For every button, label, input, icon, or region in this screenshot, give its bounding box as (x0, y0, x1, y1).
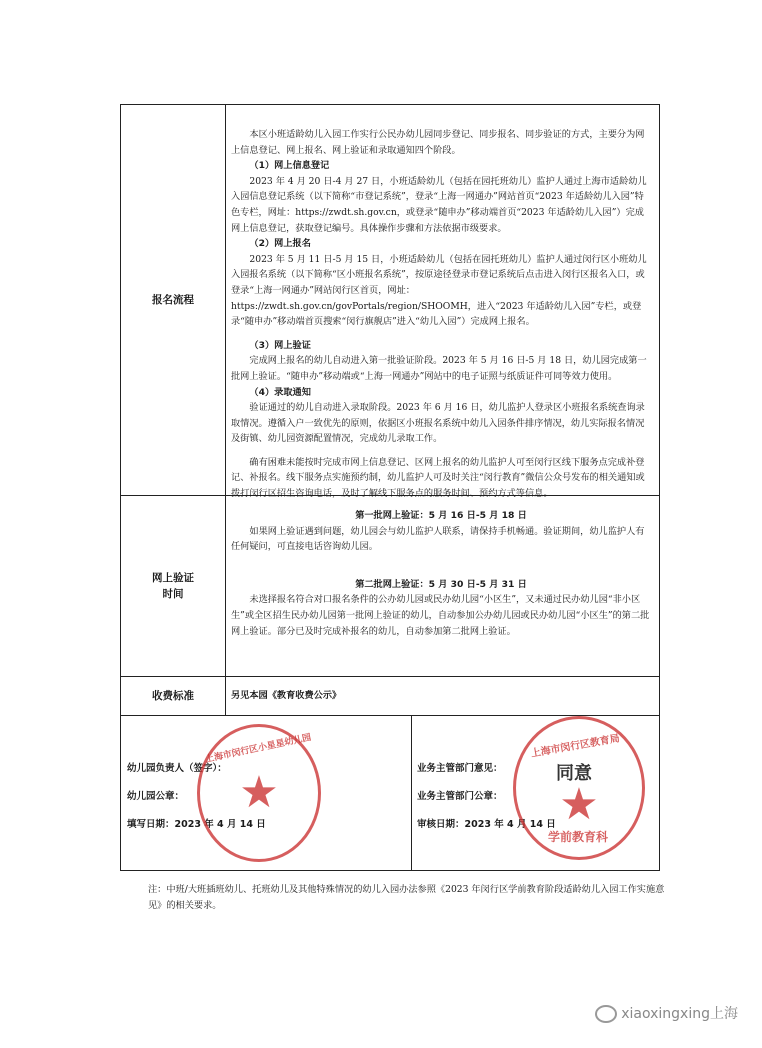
fill-date: 填写日期：2023 年 4 月 14 日 (127, 819, 266, 830)
watermark (595, 1003, 738, 1023)
verify-label-line2: 时间 (162, 588, 184, 600)
kindergarten-seal (197, 724, 321, 862)
verify-content (231, 508, 651, 639)
authority-seal (513, 716, 645, 860)
seal-star-icon: ★ (239, 767, 279, 818)
process-label: 报名流程 (152, 294, 194, 306)
step3-text: 完成网上报名的幼儿自动进入第一批验证阶段。2023 年 5 月 16 日-5 月 18 日，幼儿园完成第一批网上验证。“随申办”移动端或“上海一网通办”网站中的电子证照与纸质证件可同等效力使用。 (231, 355, 647, 382)
row-process (121, 105, 659, 500)
row-verify (121, 496, 659, 677)
process-content (231, 127, 651, 502)
signature-divider (411, 716, 412, 870)
row-label-verify (121, 496, 226, 676)
step1-text: 2023 年 4 月 20 日-4 月 27 日，小班适龄幼儿（包括在园托班幼儿）监护人通过上海市适龄幼儿入园信息登记系统（以下简称“市登记系统”，登录“上海一网通办”网站首页“2023 年适龄幼儿入园”特色专栏，网址：https://zwdt.sh.gov.cn，或登录“随申办”移动端首页“2023 年适龄幼儿入园”）完成网上信息登记，获取登记编号。具体操作步骤和方法依据市级要求。 (231, 175, 647, 234)
watermark-text: xiaoxingxing上海 (621, 1006, 738, 1022)
footnote: 注：中班/大班插班幼儿、托班幼儿及其他特殊情况的幼儿入园办法参照《2023 年闵行区学前教育阶段适龄幼儿入园工作实施意见》的相关要求。 (148, 884, 665, 911)
extra-text: 确有困难未能按时完成市网上信息登记、区网上报名的幼儿监护人可至闵行区线下服务点完成补登记、补报名。线下服务点实施预约制，幼儿监护人可及时关注“闵行教育”微信公众号发布的相关通知或拨打闵行区招生咨询电话，及时了解线下服务点的服务时间、预约方式等信息。 (231, 456, 645, 500)
step4-title: （4）录取通知 (249, 386, 311, 398)
step2-text: 2023 年 5 月 11 日-5 月 15 日，小班适龄幼儿（包括在园托班幼儿）监护人通过闵行区小班幼儿入园报名系统（以下简称“区小班报名系统”，按原途径登录市登记系统后点击进入闵行区报名入口，或登录“上海一网通办”网站闵行区首页，网址：https://zwdt.sh.gov.cn/govPortals/region/SHOOMH，进入“2023 年适龄幼儿入园”专栏，或登录“随申办”移动端首页搜索“闵行旗舰店”进入“幼儿入园”）完成网上报名。 (231, 253, 647, 328)
signature-area (121, 716, 659, 870)
authority-seal-approve: 同意 (556, 763, 592, 784)
step2-title: （2）网上报名 (249, 238, 311, 250)
process-intro: 本区小班适龄幼儿入园工作实行公民办幼儿园同步登记、同步报名、同步验证的方式，主要分为网上信息登记、网上报名、网上验证和录取通知四个阶段。 (231, 129, 645, 156)
kindergarten-seal-text: 上海市闵行区小星星幼儿园 (204, 732, 313, 766)
review-date: 审核日期：2023 年 4 月 14 日 (417, 819, 556, 830)
row-fee (121, 677, 659, 716)
authority-seal-star-icon: ★ (559, 778, 599, 830)
wechat-icon (595, 1005, 617, 1023)
authority-seal-dept: 学前教育科 (548, 830, 609, 844)
row-label-process (121, 105, 226, 495)
verify-label-line1: 网上验证 (152, 572, 194, 584)
batch1-title: 第一批网上验证：5 月 16 日-5 月 18 日 (355, 510, 527, 521)
authority-opinion-label: 业务主管部门意见： (417, 763, 503, 774)
authority-seal-label: 业务主管部门公章： (417, 791, 503, 802)
principal-signature-label: 幼儿园负责人（签字）： (127, 763, 227, 774)
batch2-title: 第二批网上验证：5 月 30 日-5 月 31 日 (355, 578, 527, 590)
step4-text: 验证通过的幼儿自动进入录取阶段。2023 年 6 月 16 日，幼儿监护人登录区小班报名系统查询录取情况。遵循入户一致优先的原则，依据区小班报名系统中幼儿入园条件排序情况，幼儿实际报名情况及街镇、幼儿园资源配置情况，完成幼儿录取工作。 (231, 402, 645, 445)
step3-title: （3）网上验证 (249, 339, 311, 351)
authority-seal-text: 上海市闵行区教育局 (530, 733, 621, 760)
fee-text: 另见本园《教育收费公示》 (231, 690, 342, 701)
fee-content (231, 688, 651, 704)
enrollment-table (120, 104, 660, 871)
batch2-text: 未选择报名符合对口报名条件的公办幼儿园或民办幼儿园“小区生”，又未通过民办幼儿园“非小区生”或全区招生民办幼儿园第一批网上验证的幼儿，自动参加公办幼儿园或民办幼儿园“小区生”的第二批网上验证。部分已及时完成补报名的幼儿，自动参加第二批网上验证。 (231, 594, 650, 637)
batch1-text: 如果网上验证遇到问题，幼儿园会与幼儿监护人联系，请保持手机畅通。验证期间，幼儿监护人有任何疑问，可直接电话咨询幼儿园。 (231, 525, 645, 553)
fee-label: 收费标准 (152, 690, 194, 702)
kindergarten-seal-label: 幼儿园公章： (127, 791, 185, 802)
step1-title: （1）网上信息登记 (249, 160, 330, 172)
row-label-fee (121, 677, 226, 715)
